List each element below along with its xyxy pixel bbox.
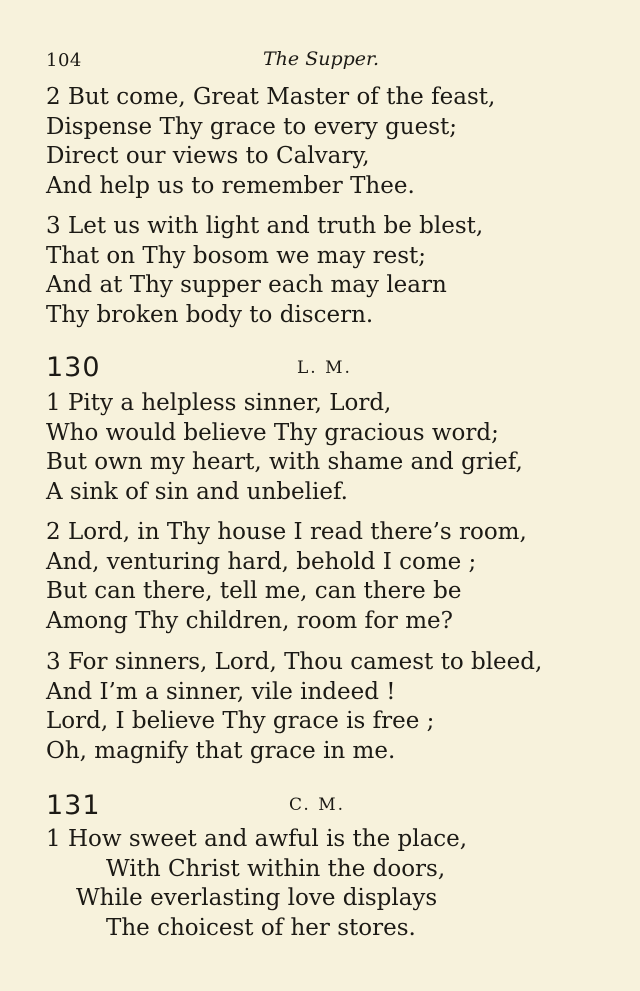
stanza-line: 2 But come, Great Master of the feast, — [46, 84, 496, 110]
page-header — [46, 48, 396, 72]
hymn-meter: C. M. — [289, 795, 346, 815]
stanza-line: But own my heart, with shame and grief, — [46, 449, 523, 475]
hymn-131-stanza-1 — [46, 825, 467, 943]
stanza-line: 2 Lord, in Thy house I read there’s room, — [46, 519, 527, 545]
stanza-line: That on Thy bosom we may rest; — [46, 242, 427, 269]
hymn-130-stanza-1 — [46, 389, 523, 507]
stanza-line: And I’m a sinner, vile indeed ! — [46, 678, 396, 705]
stanza-line: While everlasting love displays — [76, 885, 438, 911]
stanza-line: But can there, tell me, can there be — [46, 578, 462, 604]
stanza-line: Dispense Thy grace to every guest; — [46, 113, 458, 140]
stanza-continued-2 — [46, 83, 495, 201]
hymn-number: 131 — [46, 790, 101, 821]
stanza-line: 3 For sinners, Lord, Thou camest to bleed, — [46, 649, 543, 675]
hymn-number: 130 — [46, 352, 101, 383]
hymn-130-stanza-2 — [46, 518, 527, 636]
stanza-line: And, venturing hard, behold I come ; — [46, 548, 477, 575]
stanza-line: 1 Pity a helpless sinner, Lord, — [46, 390, 392, 416]
running-head: The Supper. — [263, 48, 380, 70]
stanza-line: Thy broken body to discern. — [46, 301, 374, 328]
stanza-line: And at Thy supper each may learn — [46, 272, 447, 298]
stanza-line: And help us to remember Thee. — [46, 172, 415, 199]
stanza-line: 1 How sweet and awful is the place, — [46, 826, 468, 852]
stanza-line: With Christ within the doors, — [106, 855, 446, 882]
stanza-line: Who would believe Thy gracious word; — [46, 419, 499, 446]
hymn-130-stanza-3 — [46, 648, 542, 766]
stanza-line: Oh, magnify that grace in me. — [46, 737, 396, 764]
stanza-continued-3 — [46, 212, 483, 330]
stanza-line: Among Thy children, room for me? — [46, 607, 453, 634]
stanza-line: Direct our views to Calvary, — [46, 143, 370, 169]
stanza-line: Lord, I believe Thy grace is free ; — [46, 708, 435, 734]
page-number: 104 — [46, 50, 82, 71]
stanza-line: 3 Let us with light and truth be blest, — [46, 213, 484, 239]
hymn-meter: L. M. — [297, 358, 352, 378]
stanza-line: The choicest of her stores. — [106, 914, 416, 941]
stanza-line: A sink of sin and unbelief. — [46, 478, 348, 505]
